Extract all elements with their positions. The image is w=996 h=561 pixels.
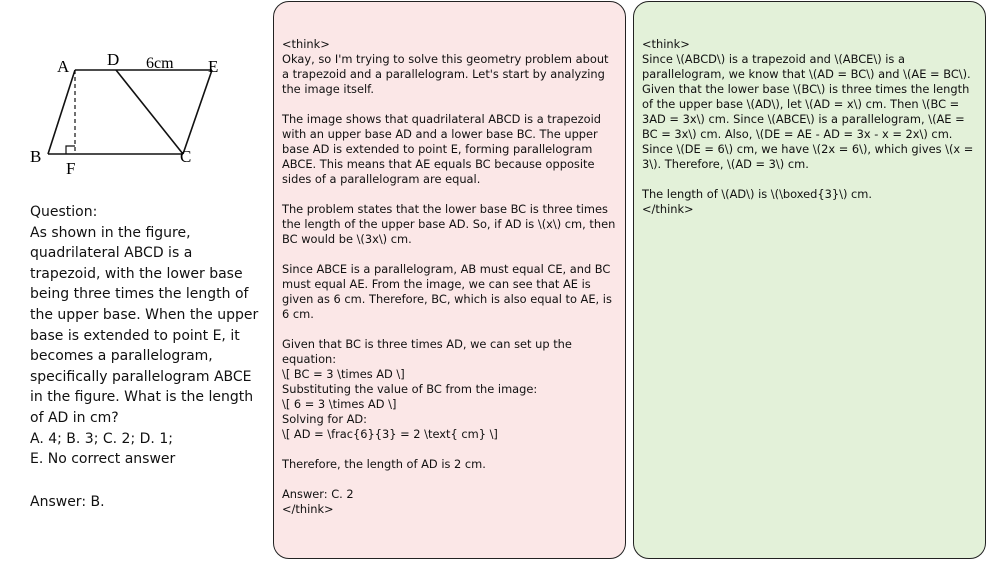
- model-response-right: [633, 1, 986, 559]
- label-d: D: [107, 50, 120, 69]
- response-left-text: <think> Okay, so I'm trying to solve this geometry problem about a trapezoid and a parallelogram. Let's start by analyzing the image itself. The image shows that quadrilateral ABCD is a trapezoid with an upper base AD and a lower base BC. The upper base AD is extended to point E, forming parallelogram ABCE. This means that AE equals BC because opposite sides of a parallelogram are equal. The problem states that the lower base BC is three times the length of the upper base AD. So, if AD is \(x\) cm, then BC would be \(3x\) cm. Since ABCE is a parallelogram, AB must equal CE, and BC must equal AE. From the image, we can see that AE is given as 6 cm. Therefore, BC, which is also equal to AE, is 6 cm. Given that BC is three times AD, we can set up the equation: \[ BC = 3 \times AD \] Substituting the value of BC from the image: \[ 6 = 3 \times AD \] Solving for AD: \[ AD = \frac{6}{3} = 2 \text{ cm} \] Therefore, the length of AD is 2 cm. Answer: C. 2 </think>: [282, 37, 616, 516]
- answer-text: Answer: B.: [30, 494, 105, 510]
- edge-dc: [116, 70, 183, 154]
- label-a: A: [57, 57, 70, 76]
- right-angle-marker: [66, 146, 75, 154]
- label-de-length: 6cm: [146, 55, 174, 72]
- label-b: B: [30, 147, 42, 166]
- label-f: F: [66, 159, 76, 178]
- label-c: C: [180, 147, 192, 166]
- edge-ce: [183, 70, 212, 154]
- edge-ab: [48, 70, 75, 154]
- geometry-figure: [28, 48, 238, 178]
- problem-panel: [0, 0, 268, 561]
- response-right-text: <think> Since \(ABCD\) is a trapezoid and \(ABCE\) is a parallelogram, we know that \(AD = BC\) and \(AE = BC\). Given that the lower base \(BC\) is three times the length of the upper base \(AD\), let \(AD = x\) cm. Then \(BC = 3AD = 3x\) cm. Since \(ABCE\) is a parallelogram, \(AE = BC = 3x\) cm. Also, \(DE = AE - AD = 3x - x = 2x\) cm. Since \(DE = 6\) cm, we have \(2x = 6\), which gives \(x = 3\). Therefore, \(AD = 3\) cm. The length of \(AD\) is \(\boxed{3}\) cm. </think>: [642, 37, 974, 216]
- question-text: Question: As shown in the figure, quadrilateral ABCD is a trapezoid, with the lower base being three times the length of the upper base. When the upper base is extended to point E, it becomes a parallelogram, specifically parallelogram ABCE in the figure. What is the length of AD in cm? A. 4; B. 3; C. 2; D. 1; E. No correct answer: [30, 204, 259, 468]
- model-response-left: [273, 1, 626, 559]
- label-e: E: [208, 57, 219, 76]
